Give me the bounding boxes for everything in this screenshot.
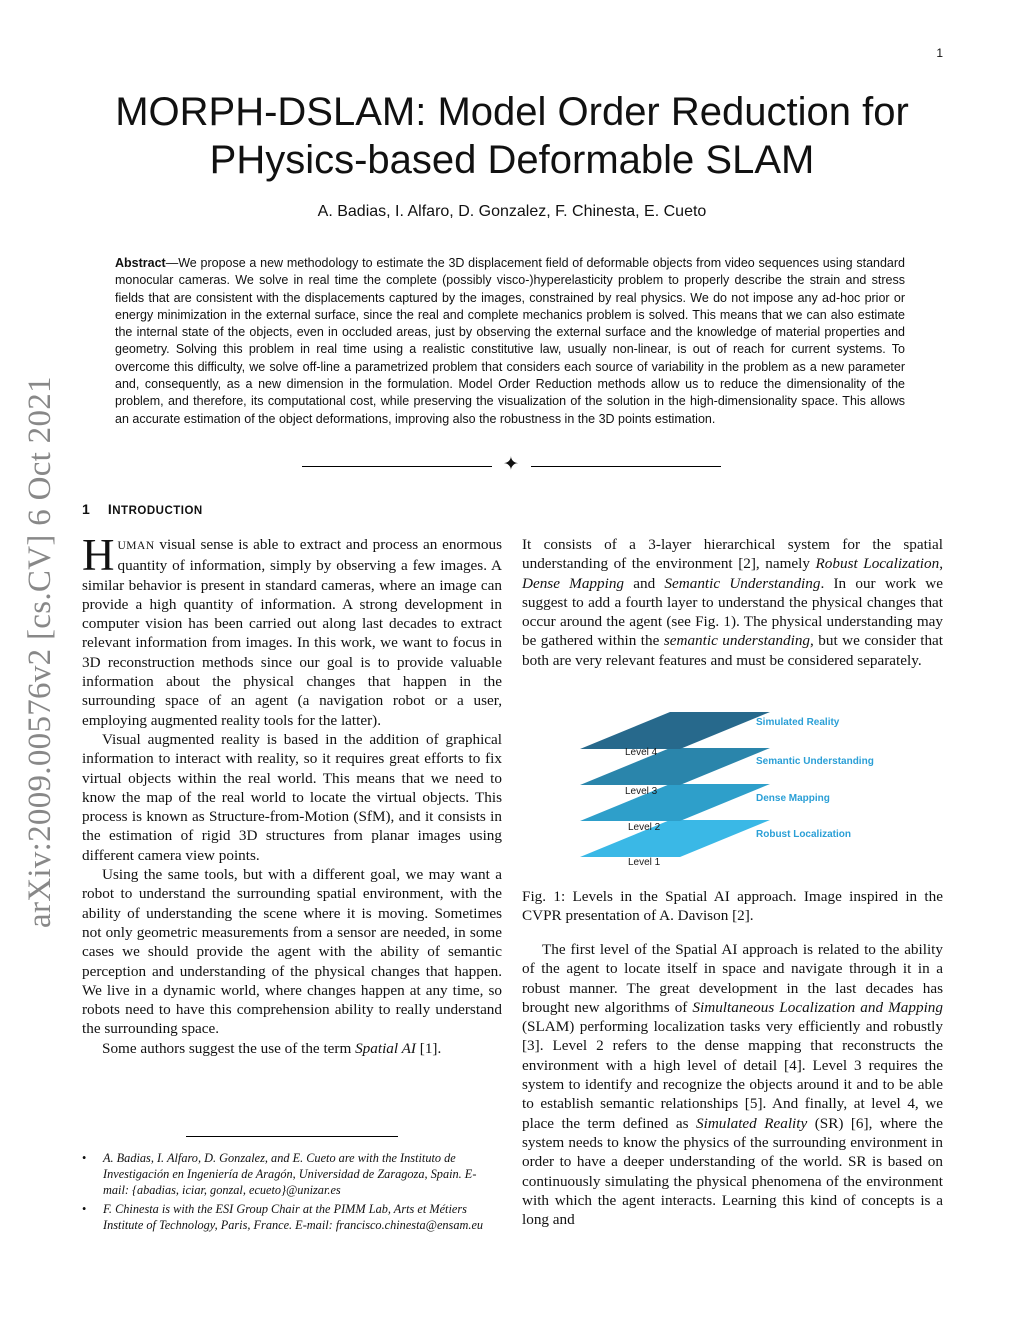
intro-paragraph-4-a: Some authors suggest the use of the term xyxy=(102,1039,356,1057)
slam-term: Simultaneous Localization and Mapping xyxy=(692,998,943,1016)
author-list: A. Badias, I. Alfaro, D. Gonzalez, F. Chinesta, E. Cueto xyxy=(317,203,707,220)
rp1-t5: , but we consider that both are very relevant features and must be considered separately. xyxy=(522,632,944,669)
citation-1: [1]. xyxy=(415,1039,442,1057)
simulated-reality-label: Simulated Reality xyxy=(756,717,840,728)
arxiv-side-stamp: arXiv:2009.00576v2 [cs.CV] 6 Oct 2021 xyxy=(22,376,58,928)
abstract xyxy=(115,255,905,428)
intro-paragraph-2: Visual augmented reality is based in the addition of graphical information to interact with reality, so it requires great efforts to fix virtual objects within the real world. This means that we need to know the map of the real world to locate the virtual objects. This process is known as Structure-from-Motion (SfM), and it consists in the estimation of rigid 3D structures from planar images using different camera view points. xyxy=(82,730,502,864)
simulated-reality-term: Simulated Reality xyxy=(696,1114,808,1132)
intro-paragraph-1-text: visual sense is able to extract and process an enormous quantity of information, simply by observing a few images. A similar behavior is present in standard cameras, where an image can provide a high quantity of information. A strong development in computer vision has been carried out along last decades to extract relevant information from images. In this work, we want to focus in 3D reconstruction methods since our goal is to provide valuable information about the physical changes that happen in the surrounding space of an agent (a navigation robot or a user, employing augmented reality tools for the latter). xyxy=(82,536,502,729)
rp1-t3: and xyxy=(624,574,665,592)
intro-paragraph-4 xyxy=(82,1039,502,1058)
separator-line-left xyxy=(302,466,492,467)
rp1-t4: . In our work we suggest to add a fourth layer to understand the physical changes that occur around the agent (see Fig. 1). The physical understanding may be gathered within the xyxy=(522,574,943,650)
level-4-label: Level 4 xyxy=(625,747,658,758)
footnotes xyxy=(82,1150,502,1236)
rp2-t2: (SLAM) performing localization tasks very efficiently and robustly [3]. Level 2 refers to the dense mapping that reconstructs the environment with a high level of detail [4]. Level 3 requires the system to identify and recognize the objects around it and to be able to establish semantic relationships [5]. And finally, at level 4, we place the term defined as xyxy=(522,1018,943,1132)
right-column-top xyxy=(522,535,943,670)
rp1-em3: Semantic Understanding xyxy=(664,574,821,592)
title-line-2: PHysics-based Deformable SLAM xyxy=(209,138,815,182)
rp1-em4: semantic understanding xyxy=(663,632,811,650)
smallcaps-word: UMAN xyxy=(117,540,155,552)
right-column-bottom xyxy=(522,940,943,1229)
section-title-rest: NTRODUCTION xyxy=(112,505,203,517)
layer-level-3 xyxy=(580,748,770,785)
separator-line-right xyxy=(531,466,721,467)
robust-localization-label: Robust Localization xyxy=(756,829,851,840)
right-paragraph-2 xyxy=(522,940,943,1229)
layer-level-2 xyxy=(580,784,770,821)
spatial-ai-term: Spatial AI xyxy=(355,1039,416,1057)
paper-title xyxy=(90,88,934,184)
intro-paragraph-1 xyxy=(82,530,502,730)
rp1-em2: Dense Mapping xyxy=(522,574,625,592)
bullet-icon: • xyxy=(82,1202,87,1216)
section-number: 1 xyxy=(82,501,91,517)
right-paragraph-1 xyxy=(522,535,943,670)
footnote-text-2: F. Chinesta is with the ESI Group Chair at the PIMM Lab, Arts et Métiers Institute of Technology, Paris, France. E-mail: francisco.chinesta@ensam.eu xyxy=(103,1202,484,1232)
bullet-icon: • xyxy=(82,1151,87,1165)
level-1-label: Level 1 xyxy=(628,857,661,868)
layer-level-4 xyxy=(580,712,770,749)
footnote-text-1: A. Badias, I. Alfaro, D. Gonzalez, and E. Cueto are with the Instituto de Investigación en Ingeniería de Aragón, Universidad de Zaragoza, Spain. E-mail: {abadias, iciar, gonzal, ecueto}@unizar.es xyxy=(103,1151,477,1197)
footnote-affiliation-2 xyxy=(82,1201,502,1233)
section-heading-introduction xyxy=(82,501,203,517)
footnote-affiliation-1 xyxy=(82,1150,502,1198)
rp1-em1: Robust Localization xyxy=(815,555,940,573)
page-number: 1 xyxy=(936,46,943,60)
section-title-initial: I xyxy=(107,501,113,517)
separator-diamond-icon: ✦ xyxy=(503,454,519,475)
level-2-label: Level 2 xyxy=(628,822,661,833)
rp2-t3: (SR) [6], where the system needs to know the physics of the surrounding environment in order to have a deeper understanding of the world. SR is based on continuously simulating the physical phenomena of the environment with which the agent interacts. Learning this kind of concepts is a long and xyxy=(522,1114,943,1229)
drop-cap: H xyxy=(82,530,115,580)
level-3-label: Level 3 xyxy=(625,786,658,797)
figure-caption: Fig. 1: Levels in the Spatial AI approach. Image inspired in the CVPR presentation of A. Davison [2]. xyxy=(522,888,943,925)
dense-mapping-label: Dense Mapping xyxy=(756,793,830,804)
footnote-rule xyxy=(186,1136,398,1137)
intro-paragraph-3: Using the same tools, but with a different goal, we may want a robot to understand the surrounding spatial environment, with the ability of understanding the scene where it is moving. Sometimes not only geometric measurements from a sensor are needed, in some cases we should provide the agent with the ability of semantic perception and understanding of the physical changes that happen. We live in a dynamic world, where changes happen at any time, so robots need to have this comprehension ability to really understand the surrounding space. xyxy=(82,866,502,1038)
abstract-text: —We propose a new methodology to estimate the 3D displacement field of deformable objects from video sequences using standard monocular cameras. We solve in real time the complete (possibly visco-)hyperelasticity problem to properly describe the strain and stress fields that are consistent with the displacements captured by the images, constrained by real physics. We do not impose any ad-hoc prior or energy minimization in the external surface, since the real and complete mechanics problem is solved. This means that we can also estimate the internal state of the objects, even in occluded areas, just by observing the external surface and the knowledge of material properties and geometry. Solving this problem in real time using a realistic constitutive law, usually non-linear, is out of reach for current systems. To overcome this difficulty, we solve off-line a parametrized problem that considers each source of variability in the problem as a new parameter and, consequently, as a new dimension in the formulation. Model Order Reduction methods allow us to reduce the dimensionality of the problem, and therefore, its computational cost, while preserving the visualization of the solution in the high-dimensionality space. This allows an accurate estimation of the object deformations, improving also the robustness in the 3D points estimation. xyxy=(115,256,905,426)
semantic-understanding-label: Semantic Understanding xyxy=(756,756,874,767)
title-line-1: MORPH-DSLAM: Model Order Reduction for xyxy=(115,90,909,134)
left-column xyxy=(82,530,502,1058)
abstract-label: Abstract xyxy=(115,256,166,270)
figure-spatial-ai-levels xyxy=(580,703,890,875)
rp1-t1: It consists of a 3-layer hierarchical system for the spatial understanding of the environment [2], namely xyxy=(522,536,943,573)
layer-level-1 xyxy=(580,820,770,857)
rp1-t2: , xyxy=(939,555,943,573)
rp2-t1: The first level of the Spatial AI approach is related to the ability of the agent to locate itself in space and navigate through it in a robust manner. The great development in the last decades has brought new algorithms of xyxy=(522,941,943,1016)
